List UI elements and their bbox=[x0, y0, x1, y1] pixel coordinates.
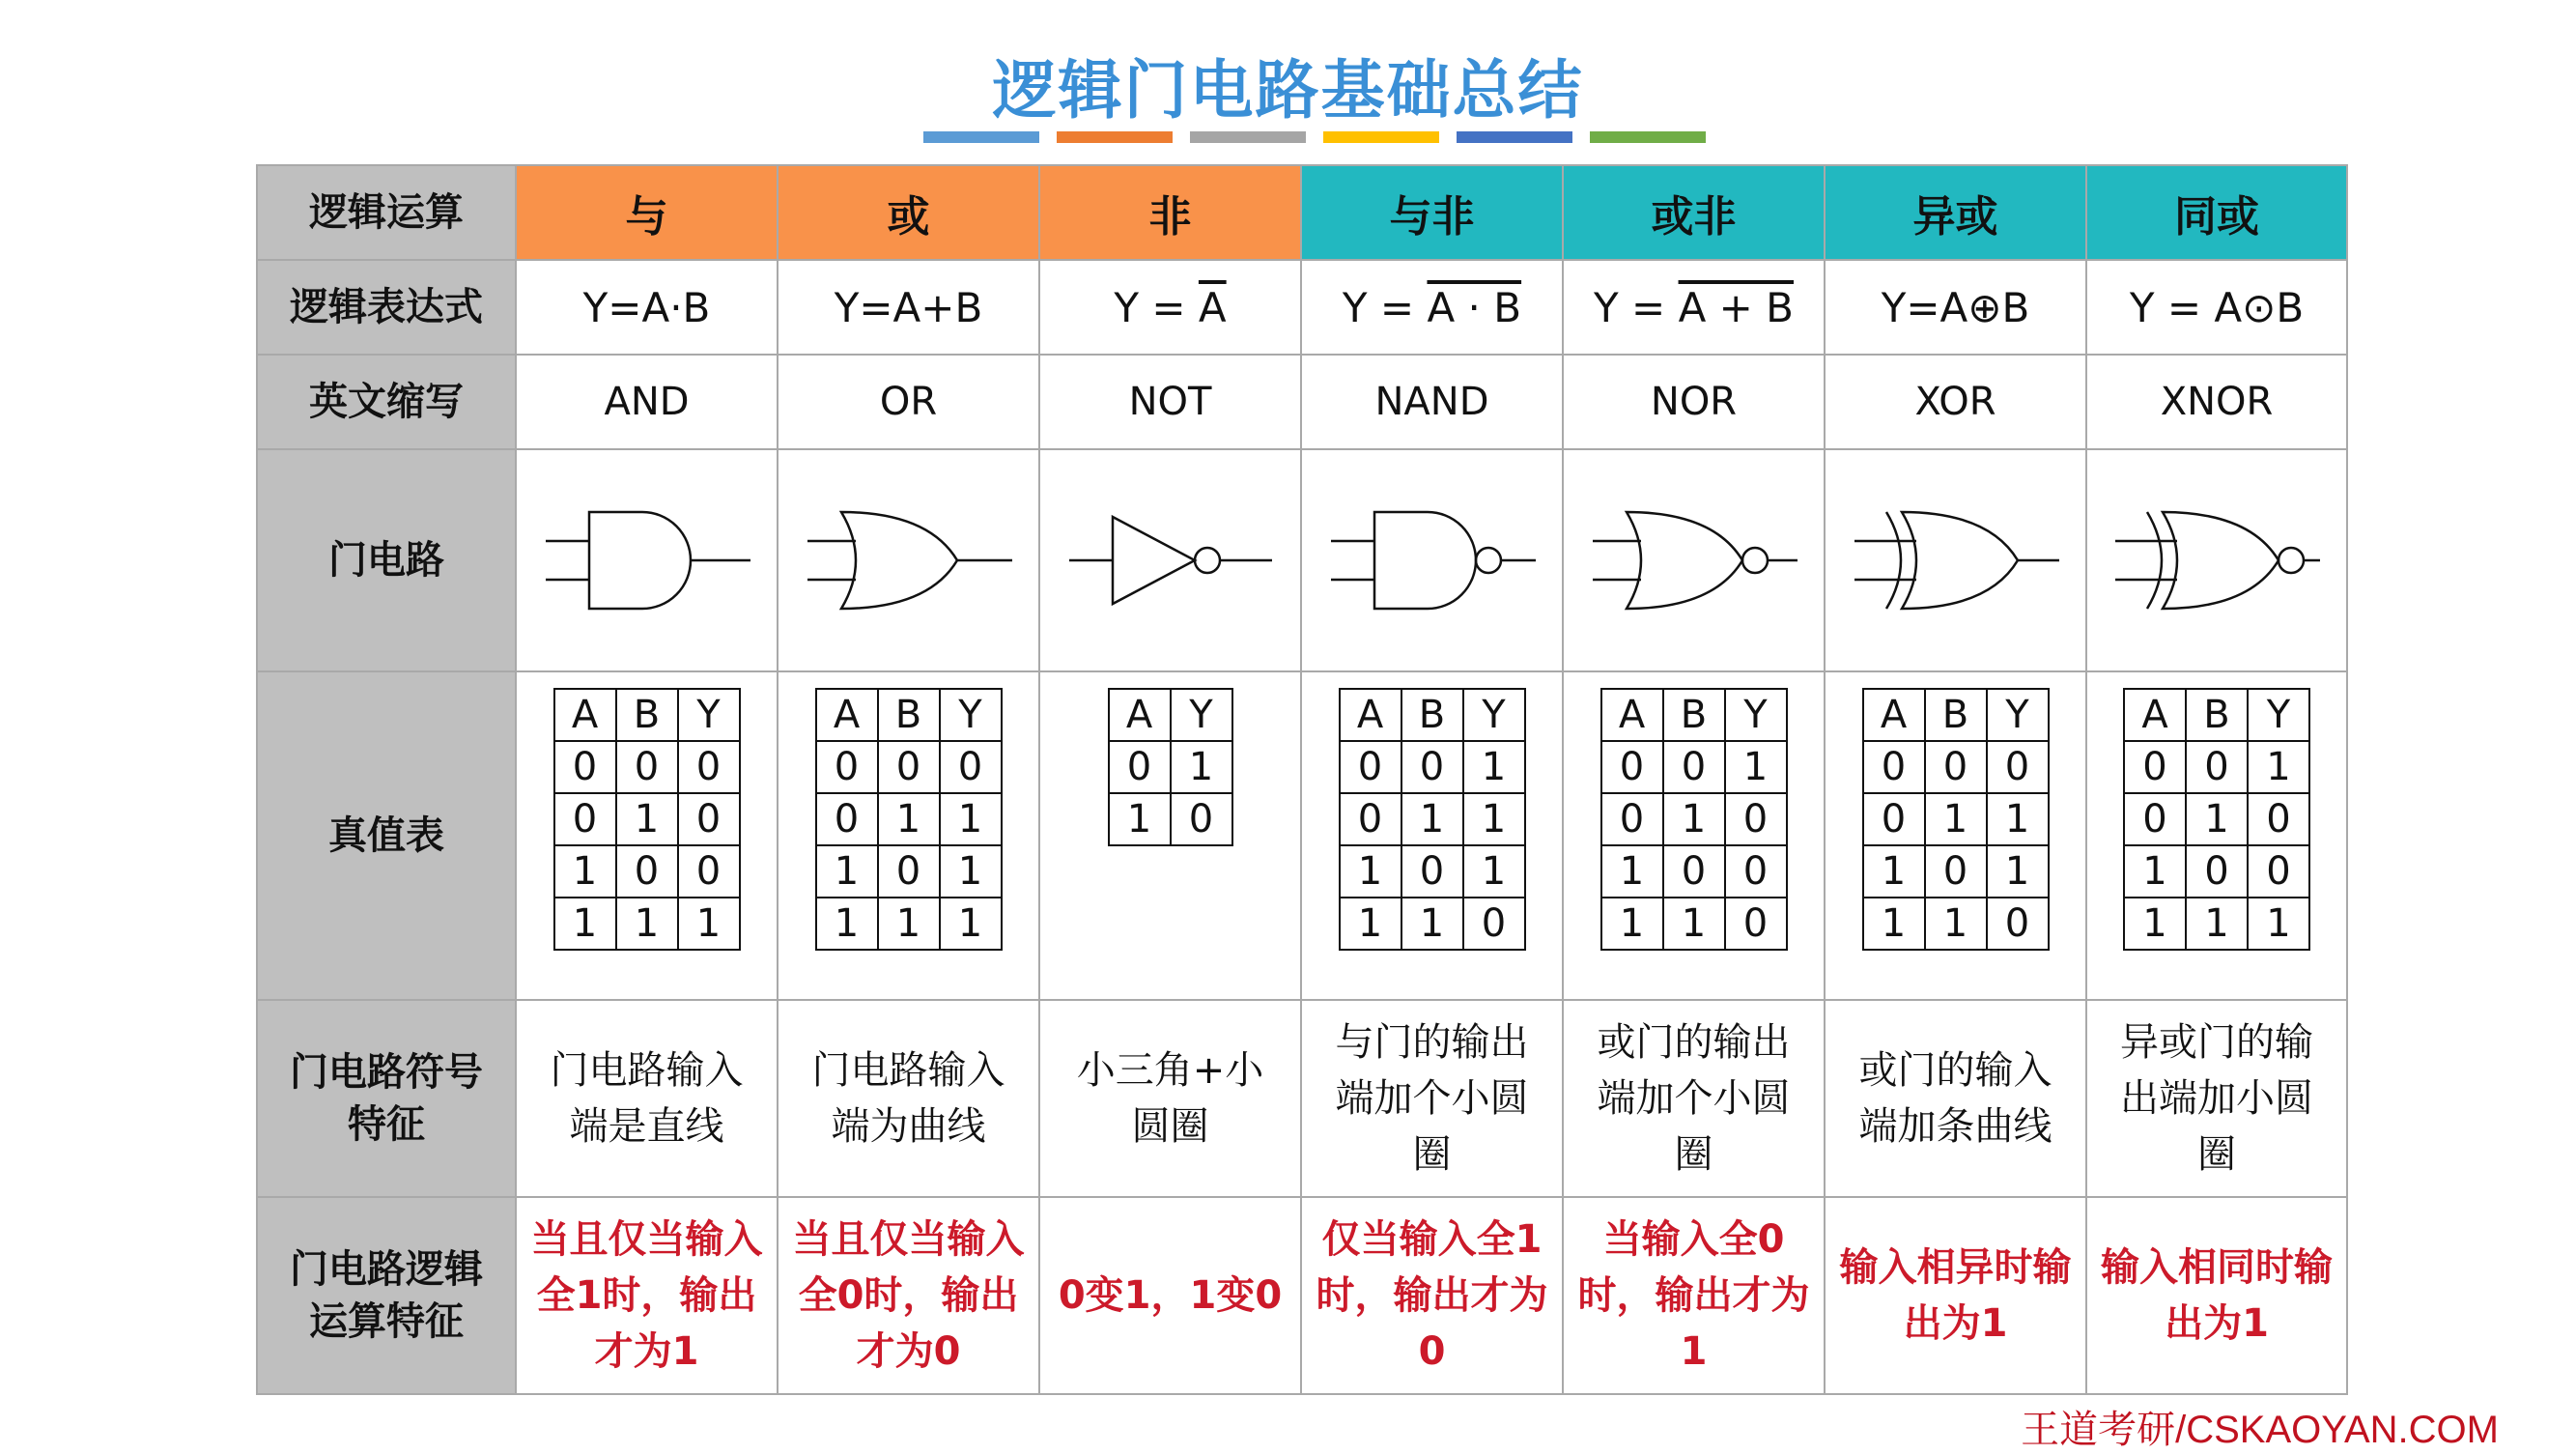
truth-row bbox=[1863, 793, 2049, 845]
abbreviation-and: AND bbox=[516, 355, 778, 449]
row-symbol-feature bbox=[257, 1000, 2347, 1197]
truth-table-cell-and bbox=[516, 671, 778, 1000]
truth-cell: 0 bbox=[1340, 741, 1401, 793]
truth-row bbox=[1340, 845, 1525, 898]
truth-cell: 0 bbox=[1401, 845, 1463, 898]
symbol-feature-nand bbox=[1301, 1000, 1563, 1197]
truth-header-cell: Y bbox=[1463, 689, 1525, 741]
abbreviation-or: OR bbox=[778, 355, 1039, 449]
title-bar-3 bbox=[1190, 131, 1306, 143]
truth-cell: 1 bbox=[1663, 793, 1725, 845]
truth-cell: 1 bbox=[1925, 793, 1987, 845]
truth-header-cell: A bbox=[1601, 689, 1663, 741]
gate-cell-xnor bbox=[2086, 449, 2347, 671]
truth-header-cell: Y bbox=[1171, 689, 1232, 741]
truth-table-cell-nor bbox=[1563, 671, 1825, 1000]
expression-or bbox=[778, 260, 1039, 355]
truth-cell: 0 bbox=[1987, 741, 2049, 793]
truth-cell: 1 bbox=[2248, 898, 2309, 950]
logic-feature-xor bbox=[1825, 1197, 2086, 1394]
title-bar-5 bbox=[1457, 131, 1572, 143]
abbreviation-nor: NOR bbox=[1563, 355, 1825, 449]
truth-cell: 1 bbox=[1725, 741, 1787, 793]
truth-cell: 0 bbox=[816, 741, 878, 793]
header-not: 非 bbox=[1039, 165, 1301, 260]
expression-overline-not: $\overline{A}$ bbox=[1198, 283, 1227, 331]
expression-not bbox=[1039, 260, 1301, 355]
truth-cell: 1 bbox=[1925, 898, 1987, 950]
row-label-truth-table: 真值表 bbox=[257, 671, 516, 1000]
truth-row bbox=[2124, 793, 2309, 845]
truth-cell: 0 bbox=[1725, 845, 1787, 898]
truth-header-cell: B bbox=[1925, 689, 1987, 741]
truth-cell: 1 bbox=[940, 845, 1002, 898]
truth-header-cell: A bbox=[1863, 689, 1925, 741]
expression-xor bbox=[1825, 260, 2086, 355]
truth-row bbox=[554, 741, 740, 793]
truth-row bbox=[554, 793, 740, 845]
truth-cell: 1 bbox=[1340, 898, 1401, 950]
expression-prefix-nor: Y = bbox=[1594, 283, 1679, 331]
header-xor: 异或 bbox=[1825, 165, 2086, 260]
header-nand: 与非 bbox=[1301, 165, 1563, 260]
truth-row bbox=[1601, 793, 1787, 845]
truth-cell: 0 bbox=[1109, 741, 1171, 793]
symbol-feature-xor bbox=[1825, 1000, 2086, 1197]
truth-table-xor bbox=[1862, 688, 2050, 951]
expression-nor bbox=[1563, 260, 1825, 355]
truth-row bbox=[554, 898, 740, 950]
truth-table-cell-nand bbox=[1301, 671, 1563, 1000]
truth-row bbox=[816, 741, 1002, 793]
truth-cell: 0 bbox=[1663, 741, 1725, 793]
expression-prefix-xor: Y=A⊕B bbox=[1881, 283, 2030, 331]
truth-cell: 0 bbox=[1725, 793, 1787, 845]
expression-xnor bbox=[2086, 260, 2347, 355]
truth-cell: 1 bbox=[1601, 845, 1663, 898]
row-abbreviation bbox=[257, 355, 2347, 449]
truth-row bbox=[1340, 898, 1525, 950]
truth-cell: 1 bbox=[940, 793, 1002, 845]
expression-prefix-and: Y=A·B bbox=[582, 283, 711, 331]
truth-row bbox=[1340, 793, 1525, 845]
truth-cell: 1 bbox=[616, 793, 678, 845]
truth-row bbox=[1601, 741, 1787, 793]
truth-table-or bbox=[815, 688, 1003, 951]
truth-header-cell: B bbox=[878, 689, 940, 741]
truth-cell: 0 bbox=[1863, 741, 1925, 793]
truth-cell: 0 bbox=[678, 845, 740, 898]
truth-cell: 1 bbox=[2124, 898, 2186, 950]
truth-cell: 0 bbox=[678, 793, 740, 845]
header-xnor: 同或 bbox=[2086, 165, 2347, 260]
truth-cell: 1 bbox=[1987, 793, 2049, 845]
logic-feature-or bbox=[778, 1197, 1039, 1394]
truth-header-cell: B bbox=[616, 689, 678, 741]
abbreviation-not: NOT bbox=[1039, 355, 1301, 449]
truth-cell: 1 bbox=[2124, 845, 2186, 898]
truth-row bbox=[1340, 741, 1525, 793]
row-label-symbol-feature-text: 门电路符号特征 bbox=[290, 1050, 483, 1147]
truth-cell: 0 bbox=[678, 741, 740, 793]
truth-table-nor bbox=[1600, 688, 1788, 951]
gate-cell-or bbox=[778, 449, 1039, 671]
truth-header-cell: B bbox=[1401, 689, 1463, 741]
truth-cell: 0 bbox=[1863, 793, 1925, 845]
logic-feature-text-not: 0变1，1变0 bbox=[1058, 1273, 1283, 1318]
truth-row bbox=[1863, 845, 2049, 898]
truth-row bbox=[816, 793, 1002, 845]
truth-cell: 0 bbox=[1663, 845, 1725, 898]
symbol-feature-text-nor: 或门的输出端加个小圆圈 bbox=[1597, 1020, 1791, 1177]
truth-table-cell-xor bbox=[1825, 671, 2086, 1000]
symbol-feature-text-nand: 与门的输出端加个小圆圈 bbox=[1335, 1020, 1529, 1177]
truth-table-xnor bbox=[2123, 688, 2310, 951]
truth-cell: 0 bbox=[1987, 898, 2049, 950]
logic-feature-and bbox=[516, 1197, 778, 1394]
abbreviation-xor: XOR bbox=[1825, 355, 2086, 449]
row-truth-table bbox=[257, 671, 2347, 1000]
xnor-gate-icon bbox=[2087, 498, 2346, 623]
truth-row bbox=[1109, 741, 1232, 793]
gate-cell-not bbox=[1039, 449, 1301, 671]
expression-overline-nor: A + B bbox=[1678, 283, 1794, 331]
truth-row bbox=[816, 845, 1002, 898]
truth-cell: 0 bbox=[878, 741, 940, 793]
row-label-abbreviation: 英文缩写 bbox=[257, 355, 516, 449]
row-label-gate: 门电路 bbox=[257, 449, 516, 671]
truth-cell: 0 bbox=[1171, 793, 1232, 845]
logic-feature-text-xnor: 输入相同时输出为1 bbox=[2101, 1245, 2333, 1346]
truth-header-cell: A bbox=[2124, 689, 2186, 741]
expression-prefix-nand: Y = bbox=[1342, 283, 1428, 331]
truth-cell: 1 bbox=[940, 898, 1002, 950]
symbol-feature-xnor bbox=[2086, 1000, 2347, 1197]
truth-cell: 1 bbox=[1463, 793, 1525, 845]
truth-cell: 0 bbox=[940, 741, 1002, 793]
header-nor: 或非 bbox=[1563, 165, 1825, 260]
title-bar-6 bbox=[1590, 131, 1706, 143]
page-title: 逻辑门电路基础总结 bbox=[992, 53, 1584, 128]
logic-feature-text-nor: 当输入全0时，输出才为1 bbox=[1577, 1217, 1810, 1374]
truth-table-cell-not bbox=[1039, 671, 1301, 1000]
truth-header-cell: Y bbox=[678, 689, 740, 741]
logic-feature-nand bbox=[1301, 1197, 1563, 1394]
truth-cell: 0 bbox=[1463, 898, 1525, 950]
row-label-symbol-feature bbox=[257, 1000, 516, 1197]
header-or: 或 bbox=[778, 165, 1039, 260]
expression-prefix-xnor: Y = A⊙B bbox=[2129, 283, 2305, 331]
symbol-feature-text-or: 门电路输入端为曲线 bbox=[811, 1048, 1005, 1149]
truth-cell: 1 bbox=[878, 898, 940, 950]
row-label-expression: 逻辑表达式 bbox=[257, 260, 516, 355]
truth-table-and bbox=[553, 688, 741, 951]
truth-cell: 0 bbox=[2248, 793, 2309, 845]
truth-cell: 1 bbox=[1463, 845, 1525, 898]
truth-header-cell: B bbox=[2186, 689, 2248, 741]
truth-header-cell: Y bbox=[1987, 689, 2049, 741]
truth-row bbox=[816, 898, 1002, 950]
truth-cell: 1 bbox=[816, 898, 878, 950]
truth-row bbox=[1601, 845, 1787, 898]
not-gate-icon bbox=[1040, 498, 1300, 623]
truth-cell: 0 bbox=[2124, 741, 2186, 793]
truth-cell: 1 bbox=[2248, 741, 2309, 793]
logic-feature-text-or: 当且仅当输入全0时，输出才为0 bbox=[792, 1217, 1025, 1374]
nand-gate-icon bbox=[1302, 498, 1562, 623]
truth-cell: 0 bbox=[816, 793, 878, 845]
truth-cell: 1 bbox=[1601, 898, 1663, 950]
truth-header-cell: B bbox=[1663, 689, 1725, 741]
truth-cell: 0 bbox=[1725, 898, 1787, 950]
truth-cell: 1 bbox=[554, 845, 616, 898]
logic-gate-summary-table bbox=[256, 164, 2348, 1395]
header-and: 与 bbox=[516, 165, 778, 260]
title-bar-4 bbox=[1323, 131, 1439, 143]
logic-feature-nor bbox=[1563, 1197, 1825, 1394]
gate-cell-xor bbox=[1825, 449, 2086, 671]
truth-cell: 0 bbox=[2248, 845, 2309, 898]
truth-cell: 1 bbox=[1340, 845, 1401, 898]
truth-cell: 0 bbox=[2124, 793, 2186, 845]
truth-cell: 1 bbox=[2186, 898, 2248, 950]
truth-cell: 1 bbox=[616, 898, 678, 950]
row-operation bbox=[257, 165, 2347, 260]
truth-cell: 0 bbox=[1925, 741, 1987, 793]
footer-brand: 王道考研/CSKAOYAN.COM bbox=[2021, 1409, 2499, 1451]
row-logic-feature bbox=[257, 1197, 2347, 1394]
truth-cell: 1 bbox=[2186, 793, 2248, 845]
symbol-feature-nor bbox=[1563, 1000, 1825, 1197]
expression-prefix-not: Y = bbox=[1114, 283, 1199, 331]
truth-table-cell-xnor bbox=[2086, 671, 2347, 1000]
truth-cell: 1 bbox=[1171, 741, 1232, 793]
nor-gate-icon bbox=[1564, 498, 1824, 623]
truth-cell: 0 bbox=[616, 741, 678, 793]
truth-header-cell: Y bbox=[940, 689, 1002, 741]
truth-cell: 0 bbox=[1601, 793, 1663, 845]
truth-header-cell: A bbox=[816, 689, 878, 741]
truth-cell: 1 bbox=[1401, 898, 1463, 950]
truth-header-cell: Y bbox=[2248, 689, 2309, 741]
symbol-feature-and bbox=[516, 1000, 778, 1197]
truth-table-not bbox=[1108, 688, 1233, 846]
truth-cell: 0 bbox=[1601, 741, 1663, 793]
truth-cell: 1 bbox=[1987, 845, 2049, 898]
truth-cell: 0 bbox=[1925, 845, 1987, 898]
truth-cell: 1 bbox=[816, 845, 878, 898]
truth-row bbox=[1863, 741, 2049, 793]
symbol-feature-or bbox=[778, 1000, 1039, 1197]
truth-cell: 0 bbox=[1340, 793, 1401, 845]
truth-header-cell: A bbox=[1109, 689, 1171, 741]
gate-cell-nor bbox=[1563, 449, 1825, 671]
title-bar-2 bbox=[1057, 131, 1173, 143]
truth-cell: 0 bbox=[1401, 741, 1463, 793]
logic-feature-xnor bbox=[2086, 1197, 2347, 1394]
truth-row bbox=[554, 845, 740, 898]
truth-cell: 1 bbox=[1663, 898, 1725, 950]
truth-cell: 1 bbox=[1463, 741, 1525, 793]
abbreviation-nand: NAND bbox=[1301, 355, 1563, 449]
truth-cell: 0 bbox=[616, 845, 678, 898]
abbreviation-xnor: XNOR bbox=[2086, 355, 2347, 449]
truth-cell: 0 bbox=[554, 793, 616, 845]
truth-table-cell-or bbox=[778, 671, 1039, 1000]
truth-cell: 0 bbox=[2186, 845, 2248, 898]
row-label-operation: 逻辑运算 bbox=[257, 165, 516, 260]
truth-cell: 1 bbox=[1863, 845, 1925, 898]
logic-feature-text-nand: 仅当输入全1时，输出才为0 bbox=[1316, 1217, 1548, 1374]
truth-cell: 1 bbox=[1863, 898, 1925, 950]
truth-header-cell: A bbox=[554, 689, 616, 741]
truth-cell: 1 bbox=[878, 793, 940, 845]
symbol-feature-text-not: 小三角+小圆圈 bbox=[1076, 1048, 1264, 1149]
truth-row bbox=[1601, 898, 1787, 950]
truth-row bbox=[1109, 793, 1232, 845]
symbol-feature-text-xor: 或门的输入端加条曲线 bbox=[1858, 1048, 2052, 1149]
xor-gate-icon bbox=[1826, 498, 2085, 623]
row-label-logic-feature-text: 门电路逻辑运算特征 bbox=[290, 1247, 483, 1344]
and-gate-icon bbox=[517, 498, 777, 623]
symbol-feature-text-xnor: 异或门的输出端加小圆圈 bbox=[2120, 1020, 2313, 1177]
truth-header-cell: Y bbox=[1725, 689, 1787, 741]
truth-row bbox=[2124, 741, 2309, 793]
row-label-logic-feature bbox=[257, 1197, 516, 1394]
row-expression bbox=[257, 260, 2347, 355]
expression-nand bbox=[1301, 260, 1563, 355]
truth-cell: 0 bbox=[2186, 741, 2248, 793]
truth-row bbox=[1863, 898, 2049, 950]
gate-cell-nand bbox=[1301, 449, 1563, 671]
truth-cell: 0 bbox=[878, 845, 940, 898]
symbol-feature-text-and: 门电路输入端是直线 bbox=[550, 1048, 744, 1149]
truth-cell: 1 bbox=[1401, 793, 1463, 845]
expression-overline-nand: A · B bbox=[1427, 283, 1522, 331]
truth-row bbox=[2124, 845, 2309, 898]
truth-cell: 1 bbox=[1109, 793, 1171, 845]
expression-and bbox=[516, 260, 778, 355]
gate-cell-and bbox=[516, 449, 778, 671]
title-bar-1 bbox=[923, 131, 1039, 143]
logic-feature-not bbox=[1039, 1197, 1301, 1394]
truth-table-nand bbox=[1339, 688, 1526, 951]
truth-cell: 1 bbox=[554, 898, 616, 950]
or-gate-icon bbox=[778, 498, 1038, 623]
row-gate bbox=[257, 449, 2347, 671]
expression-prefix-or: Y=A+B bbox=[834, 283, 983, 331]
truth-cell: 1 bbox=[678, 898, 740, 950]
truth-cell: 0 bbox=[554, 741, 616, 793]
truth-row bbox=[2124, 898, 2309, 950]
symbol-feature-not bbox=[1039, 1000, 1301, 1197]
logic-feature-text-and: 当且仅当输入全1时，输出才为1 bbox=[530, 1217, 763, 1374]
truth-header-cell: A bbox=[1340, 689, 1401, 741]
logic-feature-text-xor: 输入相异时输出为1 bbox=[1839, 1245, 2072, 1346]
